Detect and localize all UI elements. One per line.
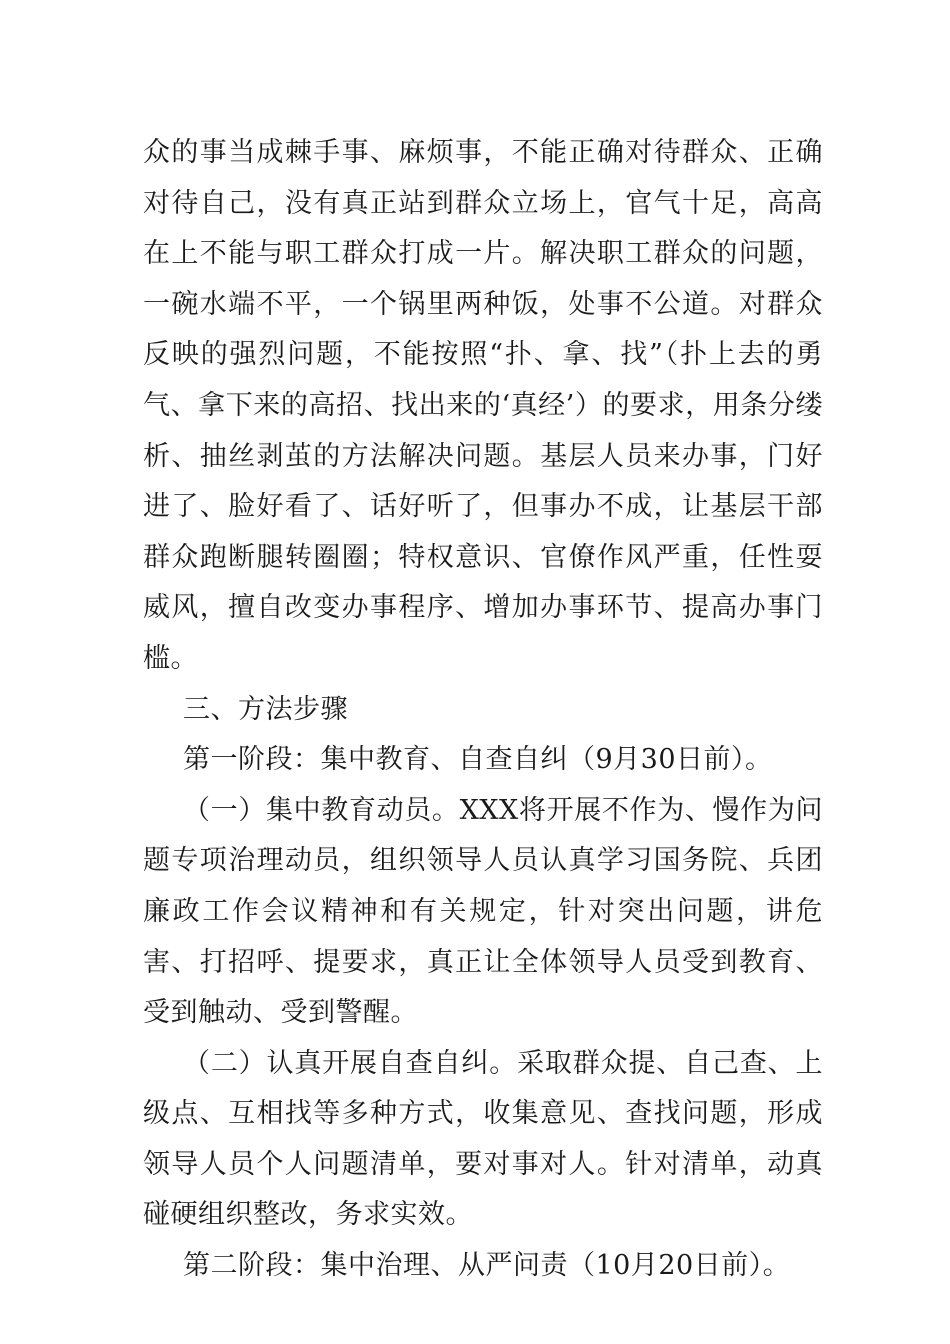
stage-heading: 第二阶段：集中治理、从严问责（10月20日前）。 — [183, 1250, 791, 1282]
body-paragraph: （二）认真开展自查自纠。采取群众提、自己查、上级点、互相找等多种方式，收集意见、查找问题，形成领导人员个人问题清单，要对事对人。针对清单，动真碰硬组织整改，务求实效。 — [143, 1047, 823, 1231]
body-paragraph: （一）集中教育动员。XXX将开展不作为、慢作为问题专项治理动员，组织领导人员认真学习国务院、兵团廉政工作会议精神和有关规定，针对突出问题，讲危害、打招呼、提要求，真正让全体领导人员受到教育、受到触动、受到警醒。 — [143, 794, 823, 1029]
document-body — [143, 128, 823, 1292]
body-paragraph: 众的事当成棘手事、麻烦事，不能正确对待群众、正确对待自己，没有真正站到群众立场上，官气十足，高高在上不能与职工群众打成一片。解决职工群众的问题，一碗水端不平，一个锅里两种饭，处事不公道。对群众反映的强烈问题，不能按照“扑、拿、找”（扑上去的勇气、拿下来的高招、找出来的‘真经’）的要求，用条分缕析、抽丝剥茧的方法解决问题。基层人员来办事，门好进了、脸好看了、话好听了，但事办不成，让基层干部群众跑断腿转圈圈；特权意识、官僚作风严重，任性耍威风，擅自改变办事程序、增加办事环节、提高办事门槛。 — [143, 137, 823, 674]
stage-heading: 第一阶段：集中教育、自查自纠（9月30日前）。 — [183, 744, 773, 776]
section-heading: 三、方法步骤 — [183, 693, 348, 725]
